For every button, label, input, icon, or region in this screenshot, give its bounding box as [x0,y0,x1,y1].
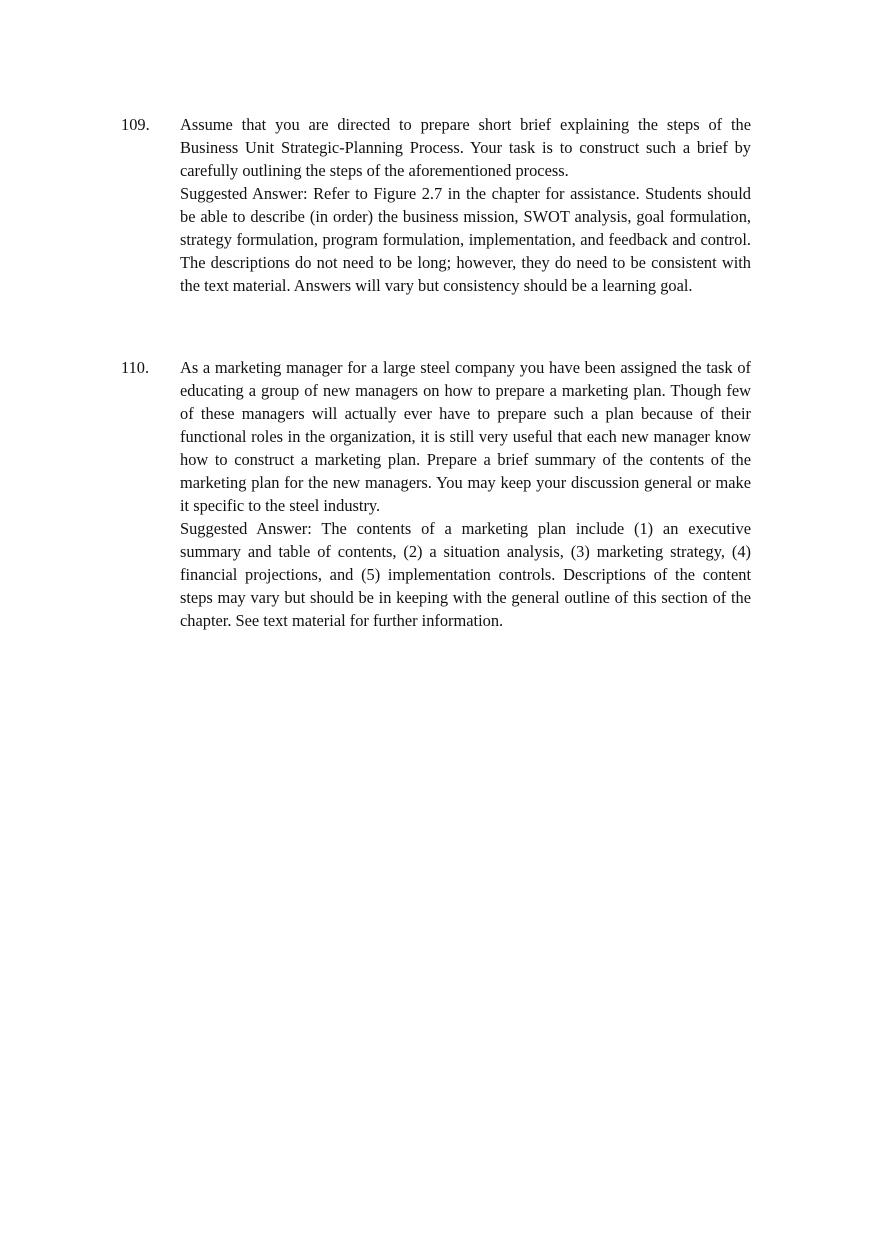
suggested-answer: Suggested Answer: Refer to Figure 2.7 in the chapter for assistance. Students should be able to describe (in order) the business mission, SWOT analysis, goal formulation, strategy formulation, program formulation, implementation, and feedback and control. The descriptions do not need to be long; however, they do need to be consistent with the text material. Answers will vary but consistency should be a learning goal. [180,184,751,295]
question-110 [121,356,753,632]
question-number: 110. [121,358,150,377]
question-prompt: Assume that you are directed to prepare short brief explaining the steps of the Business Unit Strategic-Planning Process. Your task is to construct such a brief by carefully outlining the steps of the aforementioned process. [180,115,751,180]
question-body [180,356,751,632]
suggested-answer: Suggested Answer: The contents of a marketing plan include (1) an executive summary and table of contents, (2) a situation analysis, (3) marketing strategy, (4) financial projections, and (5) implementation controls. Descriptions of the content steps may vary but should be in keeping with the general outline of this section of the chapter. See text material for further information. [180,519,751,630]
question-number: 109. [121,115,150,134]
question-body [180,113,751,297]
question-prompt: As a marketing manager for a large steel company you have been assigned the task of educating a group of new managers on how to prepare a marketing plan. Though few of these managers will actually ever have to prepare such a plan because of their functional roles in the organization, it is still very useful that each new manager know how to construct a marketing plan. Prepare a brief summary of the contents of the marketing plan for the new managers. You may keep your discussion general or make it specific to the steel industry. [180,358,751,515]
question-109 [121,113,753,297]
